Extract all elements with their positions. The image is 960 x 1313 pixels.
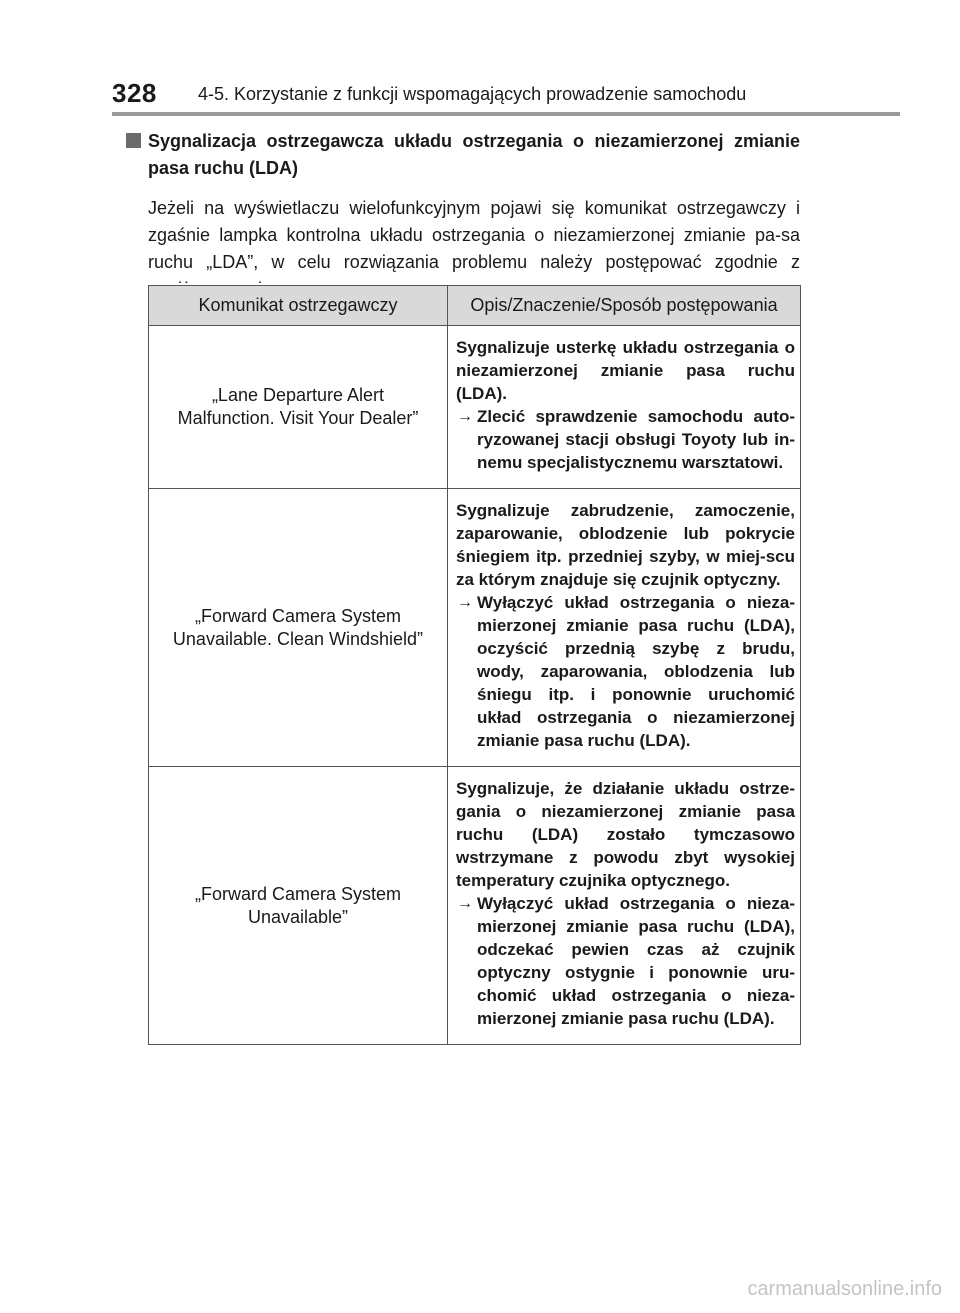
- description-text: Sygnalizuje usterkę układu ostrzegania o niezamierzonej zmianie pasa ruchu (LDA).: [456, 338, 795, 403]
- arrow-right-icon: →: [457, 895, 473, 912]
- arrow-right-icon: →: [457, 408, 473, 425]
- warning-message-line: „Forward Camera System: [194, 605, 402, 626]
- section-heading-text: Sygnalizacja ostrzegawcza układu ostrzegania o niezamierzonej zmianie pasa ruchu (LDA): [148, 131, 800, 178]
- description-cell: [448, 767, 801, 1045]
- warning-messages-table: [148, 285, 801, 1045]
- column-header-description: Opis/Znaczenie/Sposób postępowania: [448, 286, 801, 326]
- page-number: 328: [112, 78, 157, 108]
- table-row: [149, 326, 801, 489]
- chapter-title: 4-5. Korzystanie z funkcji wspomagających prowadzenie samochodu: [198, 84, 747, 104]
- warning-message-line: „Forward Camera System: [194, 883, 402, 904]
- warning-message-line: Malfunction. Visit Your Dealer”: [177, 408, 419, 428]
- warning-message-line: Unavailable”: [247, 906, 349, 927]
- section-block: [124, 128, 800, 303]
- action-text: Zlecić sprawdzenie samochodu auto-ryzowanej stacji obsługi Toyoty lub in-nemu specjalistycznemu warsztatowi.: [477, 407, 795, 472]
- table-row: [149, 767, 801, 1045]
- intro-paragraph: Jeżeli na wyświetlaczu wielofunkcyjnym pojawi się komunikat ostrzegawczy i zgaśnie lampka kontrolna układu ostrzegania o niezamierzonej zmianie pa-sa ruchu „LDA”, w celu rozwiązania problemu należy postępować zgodnie z: [148, 198, 800, 272]
- warning-message-line: „Lane Departure Alert: [211, 385, 385, 405]
- warning-message-cell: [149, 767, 448, 1045]
- square-bullet-icon: [126, 133, 141, 148]
- section-heading: [124, 128, 800, 182]
- warning-message-cell: [149, 326, 448, 489]
- header-divider: [112, 112, 900, 116]
- description-cell: [448, 489, 801, 767]
- action-item: [456, 591, 795, 752]
- action-text: Wyłączyć układ ostrzegania o nieza-mierzonej zmianie pasa ruchu (LDA), oczyścić przednią szybę z brudu, wody, zaparowania, oblodzenia lub śniegu itp. i ponownie uruchomić układ ostrzegania o niezamierzonej zmianie pasa ruchu (LDA).: [477, 593, 795, 750]
- warning-message-cell: [149, 489, 448, 767]
- action-item: [456, 405, 795, 474]
- description-text: Sygnalizuje zabrudzenie, zamoczenie, zaparowanie, oblodzenie lub pokrycie śniegiem itp. przedniej szyby, w miej-scu za którym znajduje się czujnik optyczny.: [456, 501, 795, 589]
- description-cell: [448, 326, 801, 489]
- column-header-message: Komunikat ostrzegawczy: [149, 286, 448, 326]
- warning-message-line: Unavailable. Clean Windshield”: [172, 628, 424, 649]
- table-header-row: [149, 286, 801, 326]
- action-text: Wyłączyć układ ostrzegania o nieza-mierzonej zmianie pasa ruchu (LDA), odczekać pewien czas aż czujnik optyczny ostygnie i ponownie uru-chomić układ ostrzegania o nieza-mierzonej zmianie pasa ruchu (LDA).: [477, 894, 795, 1028]
- arrow-right-icon: →: [457, 594, 473, 611]
- table-row: [149, 489, 801, 767]
- page-header: [0, 0, 960, 116]
- description-text: Sygnalizuje, że działanie układu ostrze-gania o niezamierzonej zmianie pasa ruchu (LDA) zostało tymczasowo wstrzymane z powodu zbyt wysokiej temperatury czujnika optycznego.: [456, 779, 795, 890]
- watermark: carmanualsonline.info: [747, 1278, 942, 1300]
- action-item: [456, 892, 795, 1030]
